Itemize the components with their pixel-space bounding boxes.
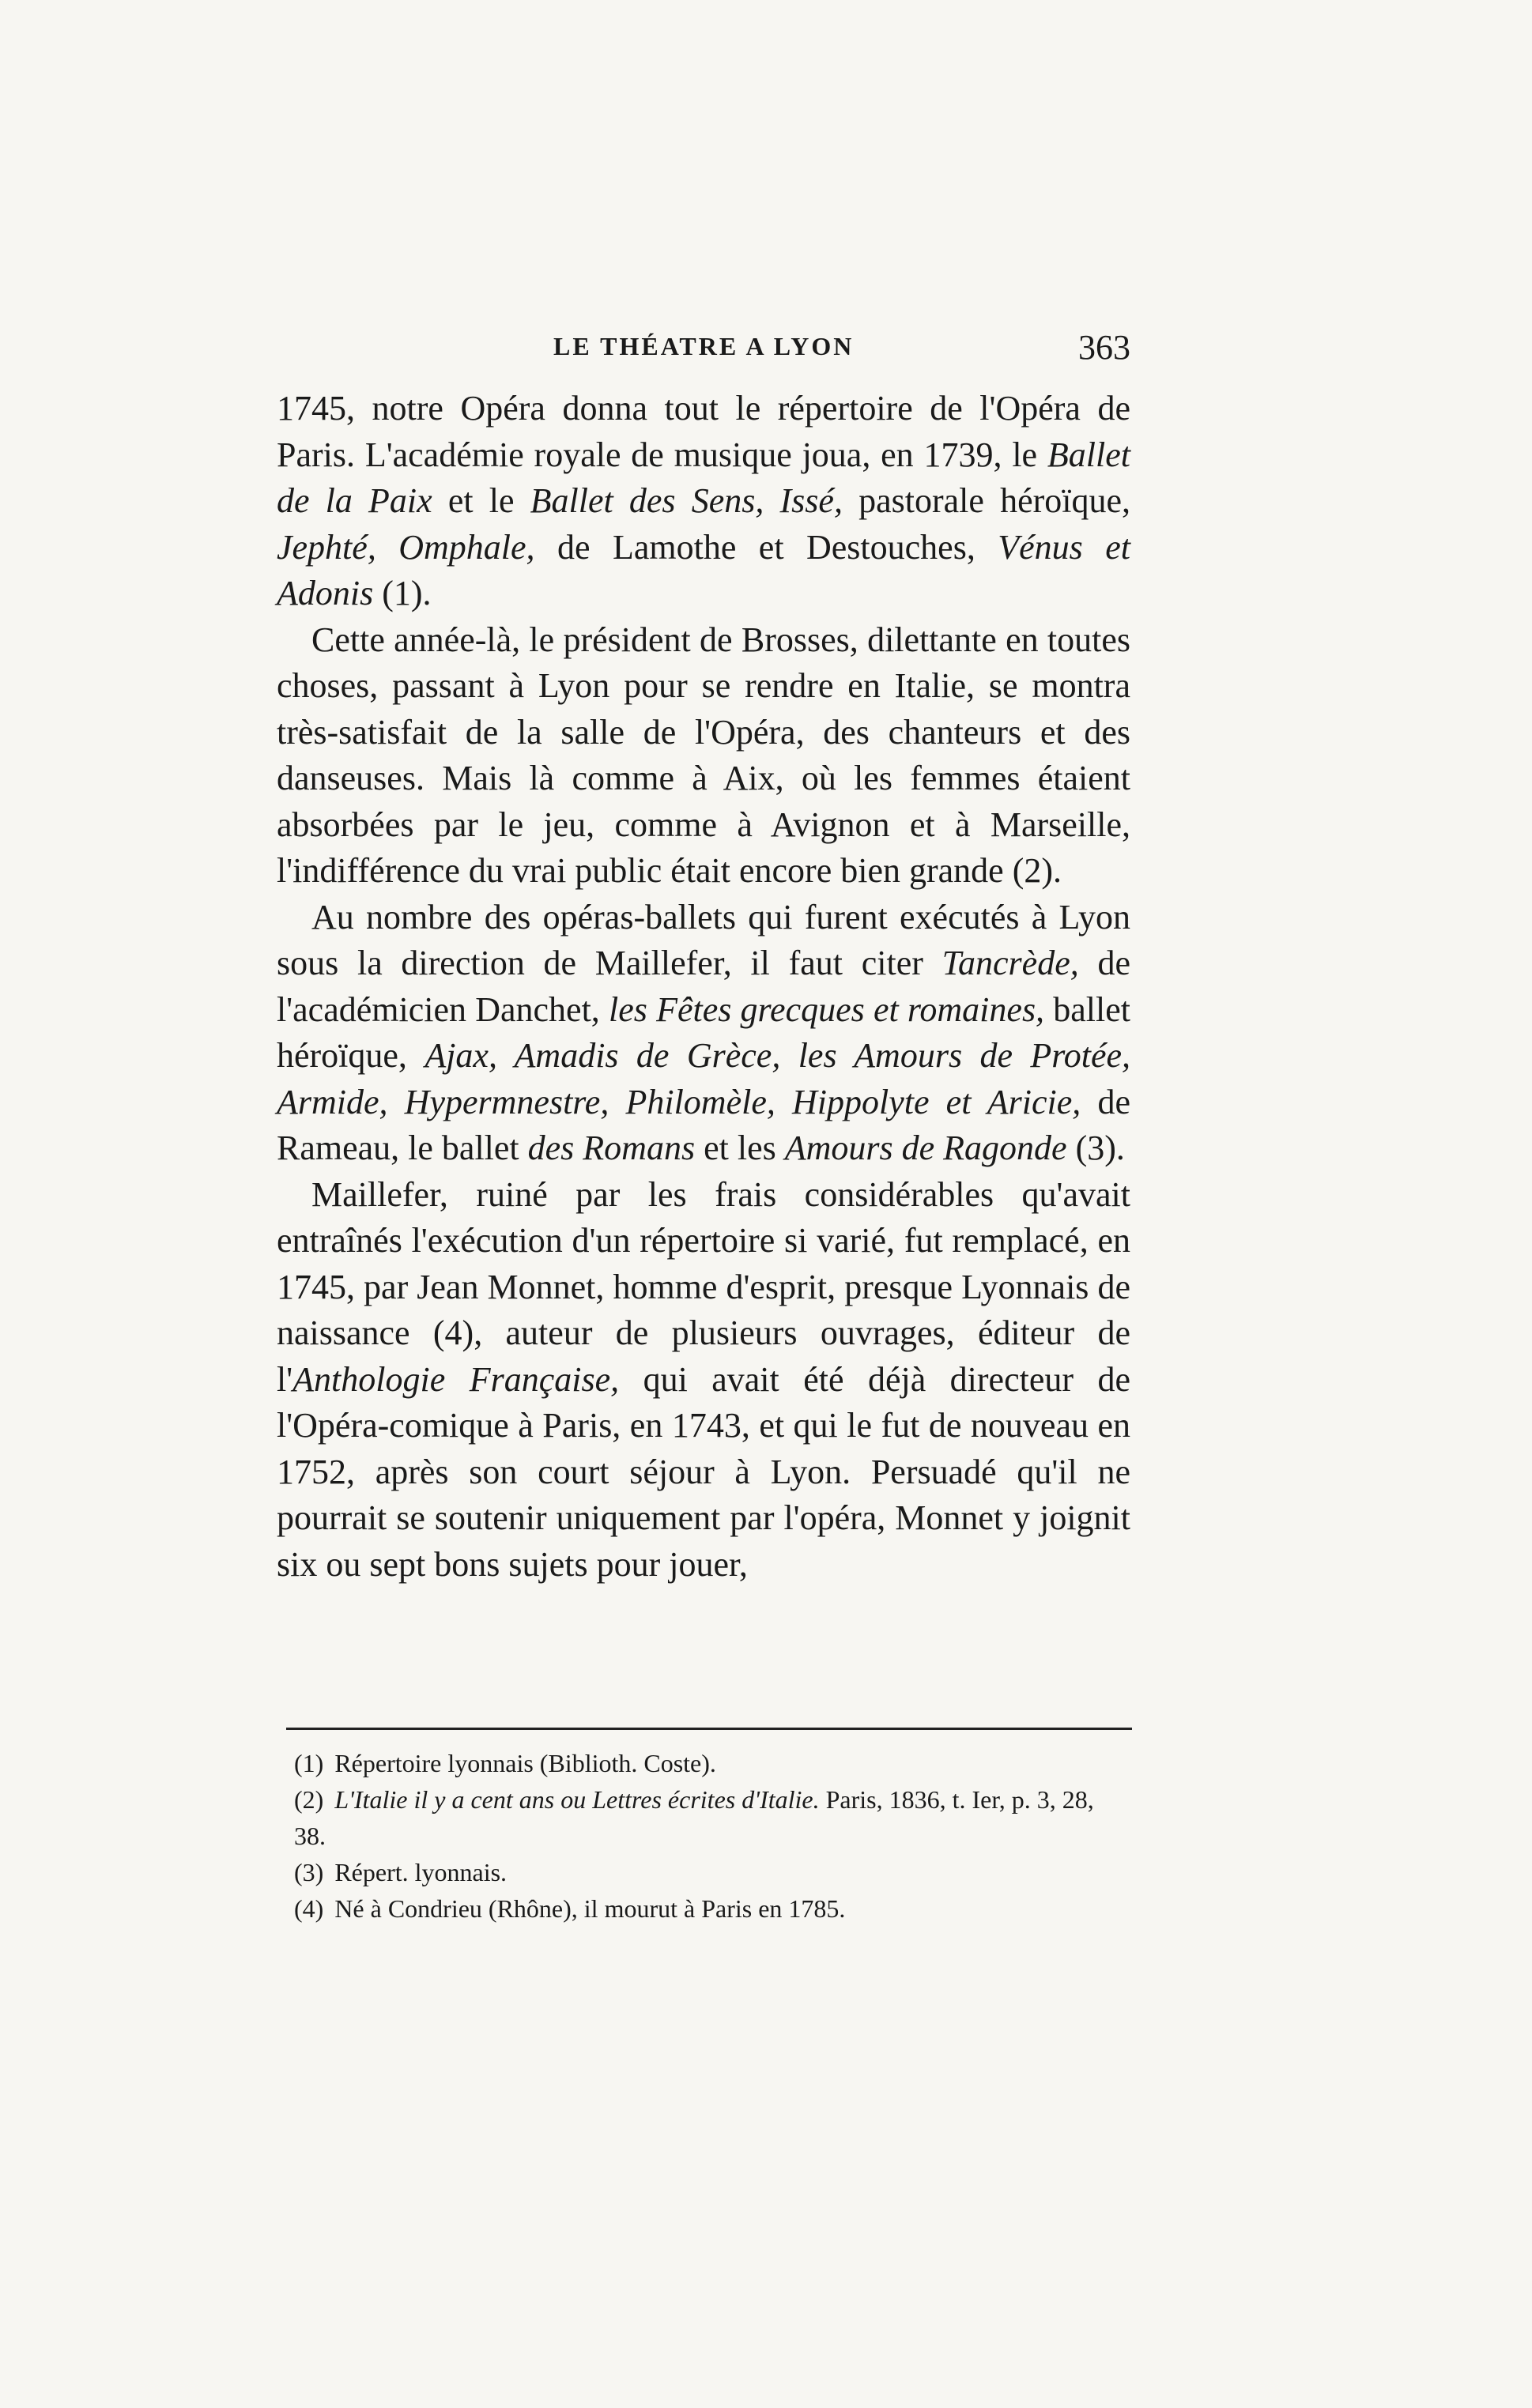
italic-title: des Romans bbox=[527, 1129, 696, 1167]
text-run: Cette année-là, le président de Brosses, dilettante en toutes choses, passant à Lyon pour se rendre en Italie, se montra très-satisfait de la salle de l'Opéra, des chanteurs et des danseuses. Mais là comme à Aix, où les femmes étaient absorbées par le jeu, comme à Avignon et à Marseille, l'indifférence du vrai public était encore bien grande (2). bbox=[277, 620, 1130, 890]
paragraph bbox=[277, 617, 1130, 895]
text-run: Paris, 1836, t. Ier, p. 3, 28, 38. bbox=[294, 1785, 1094, 1850]
text-run: de l'académicien Danchet, bbox=[277, 944, 1130, 1029]
text-run: et le bbox=[432, 481, 530, 520]
text-run: Maillefer, ruiné par les frais considérables qu'avait entraînés l'exécution d'un répertoire si varié, fut remplacé, en 1745, par Jean Monnet, homme d'esprit, presque Lyonnais de naissance (4), auteur de plusieurs ouvrages, éditeur de l' bbox=[277, 1174, 1130, 1399]
text-run: de Rameau, le ballet bbox=[277, 1082, 1130, 1167]
text-run: ballet héroïque, bbox=[277, 989, 1130, 1075]
italic-title: Jephté, Omphale, bbox=[277, 527, 535, 567]
italic-title: Anthologie Française, bbox=[292, 1359, 620, 1399]
footnote-number: (3) bbox=[294, 1858, 324, 1886]
text-run: Répertoire lyonnais (Biblioth. Coste). bbox=[334, 1749, 716, 1777]
footnote-rule bbox=[286, 1728, 1132, 1730]
footnotes bbox=[277, 1745, 1130, 1927]
footnote-text bbox=[294, 1785, 1094, 1850]
text-run: pastorale héroïque, bbox=[842, 481, 1131, 520]
footnote bbox=[277, 1890, 1130, 1927]
italic-title: Tancrède, bbox=[941, 944, 1079, 982]
paragraph bbox=[277, 386, 1130, 617]
italic-title: Ballet des Sens, Issé, bbox=[530, 481, 843, 520]
italic-title: Ballet de la Paix bbox=[277, 435, 1130, 520]
footnote bbox=[277, 1854, 1130, 1890]
italic-title: les Fêtes grecques et romaines, bbox=[609, 989, 1045, 1029]
footnote-number: (4) bbox=[294, 1894, 324, 1923]
text-run: (3). bbox=[1066, 1129, 1125, 1167]
footnote-number: (2) bbox=[294, 1785, 324, 1814]
paragraph bbox=[277, 1172, 1130, 1588]
text-run: Au nombre des opéras-ballets qui furent exécutés à Lyon sous la direction de Maillefer, il faut citer bbox=[277, 897, 1130, 982]
text-run: et les bbox=[695, 1129, 785, 1167]
text-run: 1745, notre Opéra donna tout le répertoire de l'Opéra de Paris. L'académie royale de musique joua, en 1739, le bbox=[277, 389, 1130, 474]
page-header bbox=[277, 328, 1130, 379]
text-run: de Lamothe et Destouches, bbox=[534, 527, 998, 567]
footnote-text bbox=[334, 1749, 716, 1777]
text-run: (1). bbox=[373, 574, 432, 612]
text-run: qui avait été déjà directeur de l'Opéra-comique à Paris, en 1743, et qui le fut de nouveau en 1752, après son court séjour à Lyon. Persuadé qu'il ne pourrait se soutenir uniquement par l'opéra, Monnet y joignit six ou sept bons sujets pour jouer, bbox=[277, 1359, 1130, 1584]
footnote bbox=[277, 1781, 1130, 1854]
italic-title: Vénus et Adonis bbox=[277, 527, 1130, 612]
footnote-text bbox=[334, 1858, 507, 1886]
text-run: Répert. lyonnais. bbox=[334, 1858, 508, 1886]
italic-title: L'Italie il y a cent ans ou Lettres écrites d'Italie. bbox=[334, 1785, 820, 1814]
footnote-number: (1) bbox=[294, 1749, 324, 1777]
page-number: 363 bbox=[1078, 328, 1130, 367]
running-title: LE THÉATRE A LYON bbox=[553, 332, 855, 360]
main-text bbox=[277, 386, 1130, 1588]
footnote-text bbox=[334, 1894, 845, 1923]
italic-title: Amours de Ragonde bbox=[784, 1129, 1067, 1167]
italic-title: Ajax, Amadis de Grèce, les Amours de Protée, Armide, Hypermnestre, Philomèle, Hippolyte et Aricie, bbox=[277, 1036, 1131, 1121]
text-run: Né à Condrieu (Rhône), il mourut à Paris en 1785. bbox=[334, 1894, 846, 1923]
paragraph bbox=[277, 895, 1130, 1172]
footnote bbox=[277, 1745, 1130, 1781]
